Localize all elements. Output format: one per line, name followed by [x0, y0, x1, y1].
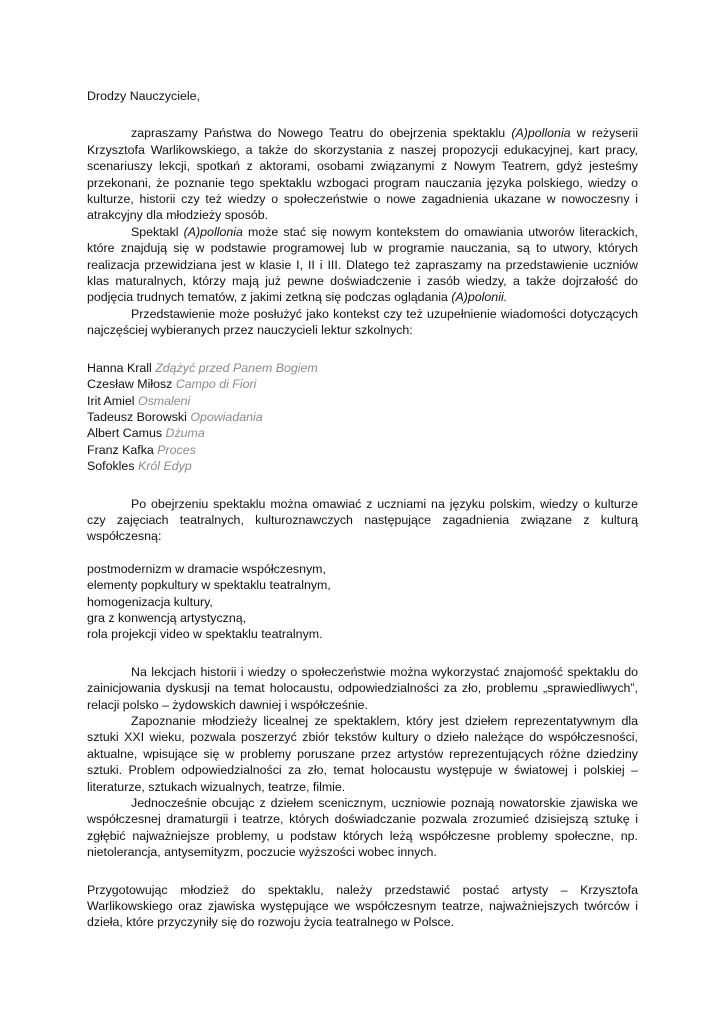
book-title: Dżuma [165, 426, 205, 441]
play-title: (A)pollonia [183, 224, 243, 239]
author: Franz Kafka [87, 442, 154, 457]
spacer [87, 861, 638, 882]
paragraph-topics-intro: Po obejrzeniu spektaklu można omawiać z uczniami na języku polskim, wiedzy o kulturze czy zajęciach teatralnych, kulturoznawczych następujące zagadnienia związane z kulturą współczesną: [87, 496, 638, 544]
list-item: homogenizacja kultury, [87, 594, 213, 609]
readings-list [87, 360, 638, 475]
topics-list [87, 561, 638, 643]
book-title: Król Edyp [137, 459, 192, 474]
list-item [87, 458, 638, 474]
book-title: Opowiadania [190, 409, 263, 424]
book-title: Zdążyć przed Panem Bogiem [155, 360, 318, 375]
author: Czesław Miłosz [87, 377, 173, 392]
book-title: Osmaleni [137, 393, 191, 408]
play-title: (A)polonii. [451, 290, 508, 305]
paragraph-representative: Zapoznanie młodzieży licealnej ze spektaklem, który jest dziełem reprezentatywnym dla sztuki XXI wieku, pozwala poszerzyć zbiór tekstów kultury o dzieło należące do współczesności, aktualne, wpisujące się w problemy poruszane przez artystów reprezentujących różne dziedziny sztuki. Problem odpowiedzialności za zło, temat holocaustu występuje w światowej i polskiej – literaturze, sztukach wizualnych, teatrze, filmie. [87, 714, 638, 794]
paragraph-contemporary: Jednocześnie obcując z dziełem scenicznym, uczniowie poznają nowatorskie zjawiska we współczesnej dramaturgii i teatrze, których doświadczanie pozwala zrozumieć dzisiejszą sztukę i zgłębić najważniejsze problemy, u podstaw których leżą współczesne problemy społeczne, np. nietolerancja, antysemityzm, poczucie wyższości wobec innych. [87, 796, 638, 860]
list-item [87, 393, 638, 409]
author: Sofokles [87, 459, 135, 474]
author: Irit Amiel [87, 393, 135, 408]
author: Tadeusz Borowski [87, 409, 187, 424]
spacer [87, 643, 638, 664]
greeting: Drodzy Nauczyciele, [87, 89, 200, 103]
book-title: Proces [157, 442, 196, 457]
list-item [87, 360, 638, 376]
list-item [87, 442, 638, 458]
spacer [87, 475, 638, 496]
book-title: Campo di Fiori [175, 377, 257, 392]
author: Hanna Krall [87, 360, 152, 375]
paragraph-invitation: zapraszamy Państwa do Nowego Teatru do obejrzenia spektaklu (A)pollonia w reżyserii Krzysztofa Warlikowskiego, a także do skorzystania z naszej propozycji edukacyjnej, kart pracy, scenariuszy lekcji, spotkań z aktorami, osobami związanymi z Nowym Teatrem, gdyż jesteśmy przekonani, że poznanie tego spektaklu wzbogaci program nauczania języka polskiego, wiedzy o kulturze, historii czy też wiedzy o społeczeństwie o nowe zagadnienia ukazane w nowoczesny i atrakcyjny dla młodzieży sposób. [87, 126, 638, 223]
paragraph-context: Spektakl (A)pollonia może stać się nowym kontekstem do omawiania utworów literackich, które znajdują się w podstawie programowej lub w programie nauczania, są to utwory, których realizacja przewidziana jest w klasie I, II i III. Dlatego też zapraszamy na przedstawienie uczniów klas maturalnych, którzy mają już pewne doświadczenie i zasób wiedzy, a także dojrzałość do podjęcia trudnych tematów, z jakimi zetkną się podczas oglądania (A)polonii. [87, 224, 638, 305]
paragraph-readings-intro: Przedstawienie może posłużyć jako kontekst czy też uzupełnienie wiadomości dotyczących najczęściej wybieranych przez nauczycieli lektur szkolnych: [87, 306, 638, 338]
list-item [87, 376, 638, 392]
spacer [87, 545, 638, 561]
spacer [87, 339, 638, 360]
play-title: (A)pollonia [511, 126, 571, 141]
author: Albert Camus [87, 426, 163, 441]
list-item: postmodernizm w dramacie współczesnym, [87, 561, 326, 576]
spacer [87, 104, 638, 125]
list-item: rola projekcji video w spektaklu teatralnym. [87, 627, 323, 642]
list-item [87, 409, 638, 425]
list-item [87, 425, 638, 441]
list-item: gra z konwencją artystyczną, [87, 610, 247, 625]
paragraph-history: Na lekcjach historii i wiedzy o społeczeństwie można wykorzystać znajomość spektaklu do zainicjowania dyskusji na temat holocaustu, odpowiedzialności za zło, problemu „sprawiedliwych”, relacji polsko – żydowskich dawniej i współcześnie. [87, 664, 638, 712]
list-item: elementy popkultury w spektaklu teatralnym, [87, 578, 331, 593]
paragraph-closing: Przygotowując młodzież do spektaklu, należy przedstawić postać artysty – Krzysztofa Warlikowskiego oraz zjawiska występujące we współczesnym teatrze, najważniejszych twórców i dzieła, które przyczyniły się do rozwoju życia teatralnego w Polsce. [87, 882, 638, 930]
